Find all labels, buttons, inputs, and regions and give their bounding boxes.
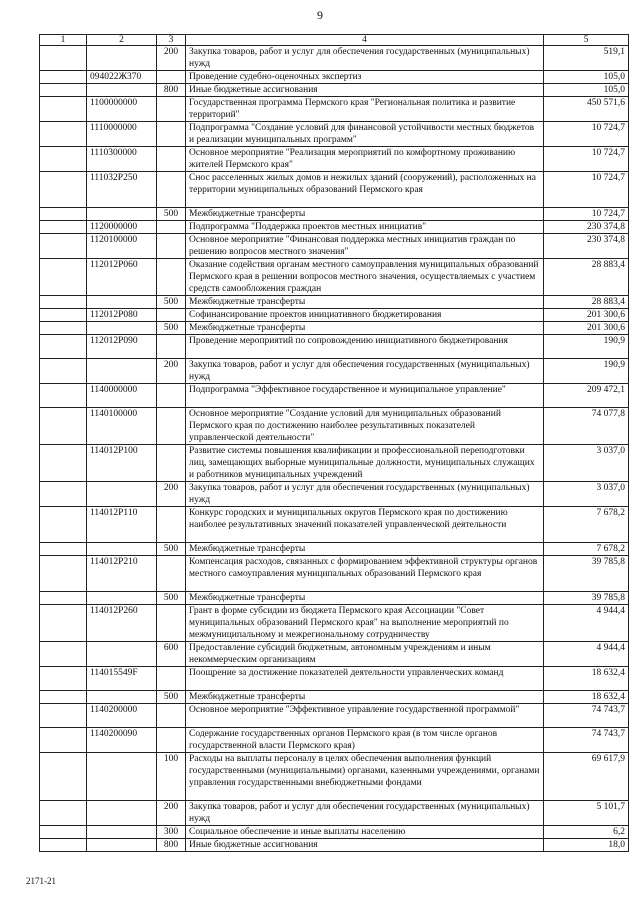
target-code-cell (87, 543, 157, 556)
item-name-cell: Межбюджетные трансферты (186, 296, 544, 309)
item-name-cell: Подпрограмма "Поддержка проектов местных инициатив" (186, 221, 544, 234)
amount-cell: 3 037,0 (544, 445, 629, 482)
table-row (40, 234, 629, 259)
row-col-1-cell (40, 147, 87, 172)
table-row (40, 801, 629, 826)
table-header-row (40, 35, 629, 46)
table-row (40, 507, 629, 543)
expense-type-cell (157, 507, 186, 543)
target-code-cell: 112012Р060 (87, 259, 157, 296)
amount-cell: 5 101,7 (544, 801, 629, 826)
item-name-cell: Софинансирование проектов инициативного бюджетирования (186, 309, 544, 322)
row-col-1-cell (40, 543, 87, 556)
amount-cell: 4 944,4 (544, 605, 629, 642)
amount-cell: 10 724,7 (544, 122, 629, 147)
row-col-1-cell (40, 605, 87, 642)
target-code-cell: 114012Р210 (87, 556, 157, 592)
amount-cell: 7 678,2 (544, 507, 629, 543)
item-name-cell: Содержание государственных органов Пермского края (в том числе органов государственной власти Пермского края) (186, 728, 544, 753)
target-code-cell: 1140100000 (87, 408, 157, 445)
table-row (40, 335, 629, 359)
target-code-cell (87, 84, 157, 97)
amount-cell: 6,2 (544, 826, 629, 839)
target-code-cell (87, 691, 157, 704)
row-col-1-cell (40, 208, 87, 221)
expense-type-cell (157, 335, 186, 359)
row-col-1-cell (40, 753, 87, 801)
expense-type-cell: 200 (157, 801, 186, 826)
item-name-cell: Государственная программа Пермского края "Региональная политика и развитие территорий" (186, 97, 544, 122)
item-name-cell: Основное мероприятие "Эффективное управление государственной программой" (186, 704, 544, 728)
amount-cell: 4 944,4 (544, 642, 629, 667)
target-code-cell (87, 296, 157, 309)
target-code-cell: 094022Ж370 (87, 71, 157, 84)
expense-type-cell: 800 (157, 839, 186, 852)
amount-cell: 105,0 (544, 84, 629, 97)
amount-cell: 10 724,7 (544, 147, 629, 172)
item-name-cell: Межбюджетные трансферты (186, 208, 544, 221)
row-col-1-cell (40, 335, 87, 359)
table-row (40, 704, 629, 728)
item-name-cell: Поощрение за достижение показателей деятельности управленческих команд (186, 667, 544, 691)
table-row (40, 592, 629, 605)
expense-type-cell (157, 445, 186, 482)
expense-type-cell (157, 408, 186, 445)
table-row (40, 826, 629, 839)
table-row (40, 642, 629, 667)
item-name-cell: Закупка товаров, работ и услуг для обеспечения государственных (муниципальных) нужд (186, 482, 544, 507)
amount-cell: 519,1 (544, 46, 629, 71)
item-name-cell: Подпрограмма "Создание условий для финансовой устойчивости местных бюджетов и реализации муниципальных программ" (186, 122, 544, 147)
item-name-cell: Оказание содействия органам местного самоуправления муниципальных образований Пермского края в решении вопросов местного значения, осуществляемых с участием средств самообложения граждан (186, 259, 544, 296)
expense-type-cell (157, 728, 186, 753)
amount-cell: 7 678,2 (544, 543, 629, 556)
row-col-1-cell (40, 801, 87, 826)
amount-cell: 201 300,6 (544, 309, 629, 322)
table-row (40, 296, 629, 309)
target-code-cell: 114012Р110 (87, 507, 157, 543)
target-code-cell: 111032Р250 (87, 172, 157, 208)
row-col-1-cell (40, 46, 87, 71)
expense-type-cell: 500 (157, 322, 186, 335)
expense-type-cell: 200 (157, 46, 186, 71)
row-col-1-cell (40, 97, 87, 122)
row-col-1-cell (40, 507, 87, 543)
item-name-cell: Межбюджетные трансферты (186, 543, 544, 556)
amount-cell: 201 300,6 (544, 322, 629, 335)
row-col-1-cell (40, 384, 87, 408)
target-code-cell: 114015549F (87, 667, 157, 691)
row-col-1-cell (40, 667, 87, 691)
expense-type-cell: 500 (157, 691, 186, 704)
row-col-1-cell (40, 556, 87, 592)
expense-type-cell (157, 556, 186, 592)
amount-cell: 18,0 (544, 839, 629, 852)
item-name-cell: Основное мероприятие "Создание условий для муниципальных образований Пермского края по достижению наиболее результативных показателей управленческой деятельности" (186, 408, 544, 445)
expense-type-cell (157, 97, 186, 122)
amount-cell: 230 374,8 (544, 221, 629, 234)
amount-cell: 28 883,4 (544, 296, 629, 309)
table-row (40, 122, 629, 147)
amount-cell: 230 374,8 (544, 234, 629, 259)
expense-type-cell: 500 (157, 592, 186, 605)
item-name-cell: Развитие системы повышения квалификации и профессиональной переподготовки лиц, замещающих выборные муниципальные должности, муниципальных служащих и работников муниципальных учреждений (186, 445, 544, 482)
target-code-cell: 112012Р090 (87, 335, 157, 359)
target-code-cell (87, 592, 157, 605)
expense-type-cell: 600 (157, 642, 186, 667)
table-row (40, 543, 629, 556)
header-col-4: 4 (186, 35, 544, 46)
row-col-1-cell (40, 296, 87, 309)
target-code-cell: 1140200090 (87, 728, 157, 753)
amount-cell: 28 883,4 (544, 259, 629, 296)
item-name-cell: Межбюджетные трансферты (186, 322, 544, 335)
amount-cell: 3 037,0 (544, 482, 629, 507)
expense-type-cell: 200 (157, 359, 186, 384)
header-col-5: 5 (544, 35, 629, 46)
row-col-1-cell (40, 84, 87, 97)
expense-type-cell: 500 (157, 543, 186, 556)
row-col-1-cell (40, 172, 87, 208)
row-col-1-cell (40, 826, 87, 839)
expense-type-cell: 800 (157, 84, 186, 97)
target-code-cell: 1110300000 (87, 147, 157, 172)
table-row (40, 556, 629, 592)
target-code-cell (87, 46, 157, 71)
target-code-cell: 1100000000 (87, 97, 157, 122)
item-name-cell: Межбюджетные трансферты (186, 691, 544, 704)
row-col-1-cell (40, 122, 87, 147)
expense-type-cell (157, 172, 186, 208)
row-col-1-cell (40, 309, 87, 322)
row-col-1-cell (40, 642, 87, 667)
expense-type-cell (157, 384, 186, 408)
amount-cell: 190,9 (544, 359, 629, 384)
table-row (40, 309, 629, 322)
amount-cell: 190,9 (544, 335, 629, 359)
amount-cell: 74 743,7 (544, 704, 629, 728)
table-row (40, 322, 629, 335)
target-code-cell (87, 322, 157, 335)
table-row (40, 208, 629, 221)
target-code-cell (87, 753, 157, 801)
target-code-cell (87, 482, 157, 507)
item-name-cell: Иные бюджетные ассигнования (186, 84, 544, 97)
table-row (40, 147, 629, 172)
table-row (40, 839, 629, 852)
amount-cell: 105,0 (544, 71, 629, 84)
item-name-cell: Конкурс городских и муниципальных округов Пермского края по достижению наиболее результативных значений показателей управленческой деятельности (186, 507, 544, 543)
expense-type-cell: 500 (157, 208, 186, 221)
table-row (40, 408, 629, 445)
table-row (40, 728, 629, 753)
amount-cell: 74 743,7 (544, 728, 629, 753)
expense-type-cell (157, 704, 186, 728)
amount-cell: 69 617,9 (544, 753, 629, 801)
table-row (40, 84, 629, 97)
amount-cell: 10 724,7 (544, 172, 629, 208)
amount-cell: 18 632,4 (544, 691, 629, 704)
target-code-cell: 114012Р100 (87, 445, 157, 482)
item-name-cell: Закупка товаров, работ и услуг для обеспечения государственных (муниципальных) нужд (186, 359, 544, 384)
amount-cell: 18 632,4 (544, 667, 629, 691)
target-code-cell: 1120100000 (87, 234, 157, 259)
amount-cell: 39 785,8 (544, 592, 629, 605)
row-col-1-cell (40, 691, 87, 704)
expense-type-cell (157, 234, 186, 259)
expense-type-cell (157, 667, 186, 691)
header-col-3: 3 (157, 35, 186, 46)
table-row (40, 691, 629, 704)
row-col-1-cell (40, 234, 87, 259)
expense-type-cell: 300 (157, 826, 186, 839)
table-row (40, 753, 629, 801)
item-name-cell: Предоставление субсидий бюджетным, автономным учреждениям и иным некоммерческим организациям (186, 642, 544, 667)
item-name-cell: Основное мероприятие "Реализация мероприятий по комфортному проживанию жителей Пермского края" (186, 147, 544, 172)
expense-type-cell: 200 (157, 482, 186, 507)
table-row (40, 384, 629, 408)
expense-type-cell (157, 221, 186, 234)
amount-cell: 450 571,6 (544, 97, 629, 122)
row-col-1-cell (40, 322, 87, 335)
row-col-1-cell (40, 445, 87, 482)
table-row (40, 97, 629, 122)
item-name-cell: Подпрограмма "Эффективное государственное и муниципальное управление" (186, 384, 544, 408)
table-row (40, 46, 629, 71)
row-col-1-cell (40, 359, 87, 384)
item-name-cell: Компенсация расходов, связанных с формированием эффективной структуры органов местного самоуправления муниципальных образований Пермского края (186, 556, 544, 592)
target-code-cell (87, 839, 157, 852)
row-col-1-cell (40, 259, 87, 296)
table-row (40, 605, 629, 642)
expense-type-cell: 500 (157, 296, 186, 309)
table-row (40, 482, 629, 507)
row-col-1-cell (40, 408, 87, 445)
expense-type-cell (157, 122, 186, 147)
item-name-cell: Социальное обеспечение и иные выплаты населению (186, 826, 544, 839)
budget-table (39, 34, 629, 852)
document-code: 2171-21 (26, 876, 56, 886)
row-col-1-cell (40, 592, 87, 605)
table-row (40, 221, 629, 234)
target-code-cell: 112012Р080 (87, 309, 157, 322)
target-code-cell: 114012Р260 (87, 605, 157, 642)
table-row (40, 172, 629, 208)
target-code-cell: 1140000000 (87, 384, 157, 408)
expense-type-cell (157, 71, 186, 84)
expense-type-cell: 100 (157, 753, 186, 801)
table-row (40, 259, 629, 296)
header-col-1: 1 (40, 35, 87, 46)
row-col-1-cell (40, 482, 87, 507)
page-number: 9 (317, 8, 323, 22)
target-code-cell (87, 801, 157, 826)
row-col-1-cell (40, 839, 87, 852)
header-col-2: 2 (87, 35, 157, 46)
expense-type-cell (157, 605, 186, 642)
item-name-cell: Закупка товаров, работ и услуг для обеспечения государственных (муниципальных) нужд (186, 801, 544, 826)
expense-type-cell (157, 259, 186, 296)
table-row (40, 359, 629, 384)
target-code-cell: 1120000000 (87, 221, 157, 234)
item-name-cell: Грант в форме субсидии из бюджета Пермского края Ассоциации "Совет муниципальных образований Пермского края" на выполнение мероприятий по межмуниципальному и межрегиональному сотрудничеству (186, 605, 544, 642)
expense-type-cell (157, 147, 186, 172)
target-code-cell (87, 642, 157, 667)
item-name-cell: Проведение судебно-оценочных экспертиз (186, 71, 544, 84)
row-col-1-cell (40, 71, 87, 84)
row-col-1-cell (40, 728, 87, 753)
target-code-cell: 1110000000 (87, 122, 157, 147)
item-name-cell: Проведение мероприятий по сопровождению инициативного бюджетирования (186, 335, 544, 359)
item-name-cell: Снос расселенных жилых домов и нежилых зданий (сооружений), расположенных на территории муниципальных образований Пермского края (186, 172, 544, 208)
item-name-cell: Межбюджетные трансферты (186, 592, 544, 605)
item-name-cell: Иные бюджетные ассигнования (186, 839, 544, 852)
row-col-1-cell (40, 704, 87, 728)
amount-cell: 74 077,8 (544, 408, 629, 445)
table-row (40, 667, 629, 691)
target-code-cell (87, 359, 157, 384)
item-name-cell: Основное мероприятие "Финансовая поддержка местных инициатив граждан по решению вопросов местного значения" (186, 234, 544, 259)
table-row (40, 445, 629, 482)
row-col-1-cell (40, 221, 87, 234)
expense-type-cell (157, 309, 186, 322)
item-name-cell: Закупка товаров, работ и услуг для обеспечения государственных (муниципальных) нужд (186, 46, 544, 71)
item-name-cell: Расходы на выплаты персоналу в целях обеспечения выполнения функций государственными (муниципальными) органами, казенными учреждениями, органами управления государственными внебюджетными фондами (186, 753, 544, 801)
amount-cell: 39 785,8 (544, 556, 629, 592)
amount-cell: 209 472,1 (544, 384, 629, 408)
table-row (40, 71, 629, 84)
target-code-cell (87, 826, 157, 839)
amount-cell: 10 724,7 (544, 208, 629, 221)
target-code-cell (87, 208, 157, 221)
target-code-cell: 1140200000 (87, 704, 157, 728)
